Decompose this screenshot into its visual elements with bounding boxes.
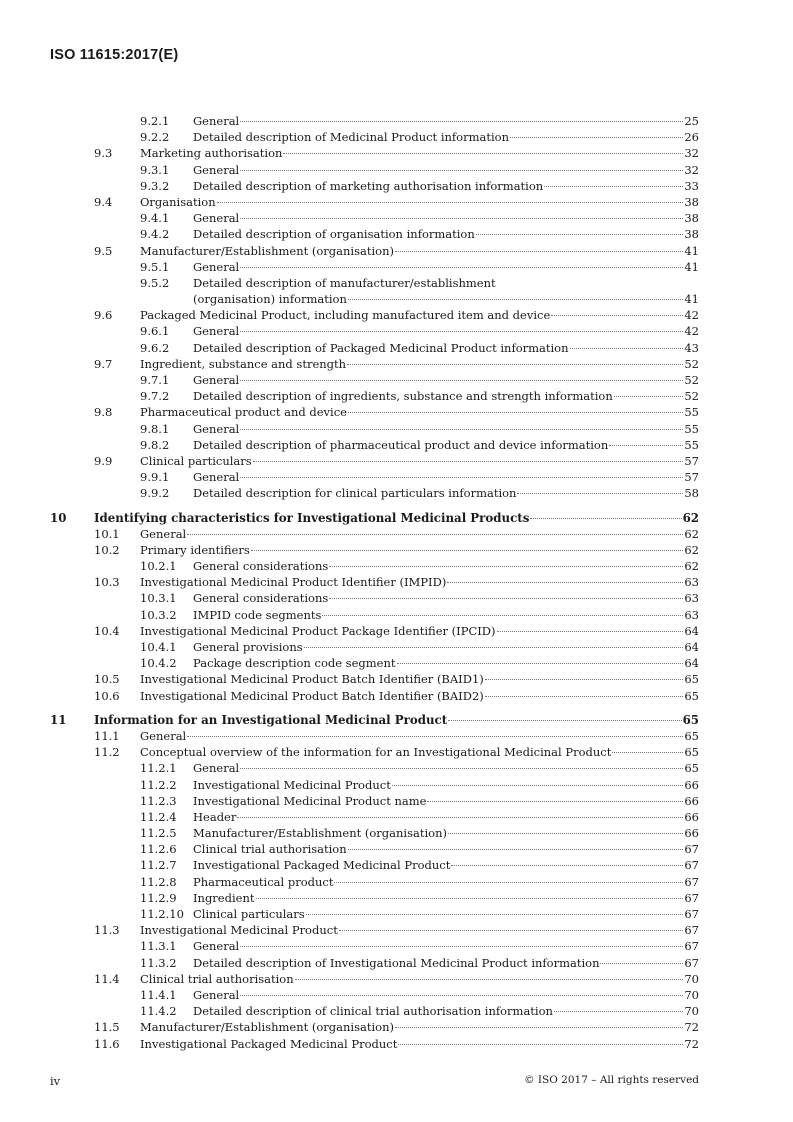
toc-entry-page: 65 [684, 761, 699, 776]
toc-entry[interactable] [50, 987, 699, 1003]
toc-entry-page: 62 [684, 559, 699, 574]
dot-leader [283, 153, 683, 154]
toc-entry-title: General [193, 761, 240, 776]
toc-entry-page: 38 [684, 194, 699, 209]
toc-entry-page: 67 [684, 939, 699, 954]
dot-leader [240, 429, 683, 430]
toc-entry-page: 64 [684, 656, 699, 671]
toc-entry-title: General considerations [193, 559, 329, 574]
toc-entry[interactable] [50, 323, 699, 339]
toc-entry-page: 72 [684, 1020, 699, 1035]
toc-entry-page: 57 [684, 453, 699, 468]
toc-entry-page: 41 [684, 243, 699, 258]
toc-entry-title: General [193, 114, 240, 128]
toc-entry-number: 11.3 [94, 923, 120, 938]
toc-entry-number: 11.2.5 [140, 826, 177, 841]
toc-entry-title: (organisation) information [193, 292, 347, 307]
toc-entry-title: Primary identifiers [140, 542, 250, 557]
toc-entry[interactable] [50, 825, 699, 841]
toc-entry[interactable] [50, 226, 699, 242]
dot-leader [240, 218, 683, 219]
toc-entry-title: General [140, 728, 187, 743]
dot-leader [476, 234, 684, 235]
toc-entry[interactable] [50, 113, 699, 129]
toc-entry-page: 62 [682, 510, 699, 525]
toc-entry-page: 63 [684, 607, 699, 622]
toc-entry-page: 41 [684, 292, 699, 307]
dot-leader [348, 299, 683, 300]
toc-entry-number: 9.3.1 [140, 162, 170, 177]
dot-leader [554, 1011, 683, 1012]
toc-entry[interactable] [50, 404, 699, 420]
toc-entry[interactable] [50, 453, 699, 469]
toc-entry-number: 11.6 [94, 1036, 120, 1051]
toc-entry-title: Ingredient, substance and strength [140, 356, 347, 371]
toc-entry[interactable] [50, 744, 699, 760]
toc-entry-number: 9.6 [94, 308, 113, 323]
toc-entry-title: Detailed description of ingredients, substance and strength information [193, 389, 613, 404]
toc-entry[interactable] [50, 938, 699, 954]
toc-entry-title: Investigational Medicinal Product Batch Identifier (BAID1) [140, 672, 484, 687]
dot-leader [612, 752, 683, 753]
toc-entry[interactable] [50, 340, 699, 356]
toc-entry-number: 11.1 [94, 728, 120, 743]
toc-entry-page: 67 [684, 907, 699, 921]
toc-entry-page: 32 [684, 146, 699, 161]
toc-entry-page: 38 [684, 211, 699, 226]
table-of-contents [50, 113, 699, 1052]
toc-entry[interactable] [50, 469, 699, 485]
dot-leader [339, 930, 684, 931]
toc-entry-page: 38 [684, 227, 699, 242]
toc-entry-title: Ingredient [193, 890, 255, 905]
toc-entry-title: Detailed description of manufacturer/establishment [193, 275, 496, 290]
dot-leader [187, 534, 683, 535]
dot-leader [530, 518, 681, 519]
toc-entry-number: 9.7.2 [140, 389, 170, 404]
toc-entry-title: IMPID code segments [193, 607, 322, 622]
toc-entry[interactable] [50, 178, 699, 194]
toc-entry-title: Detailed description of pharmaceutical product and device information [193, 437, 609, 452]
toc-entry[interactable] [50, 437, 699, 453]
toc-entry-number: 10.2.1 [140, 559, 177, 574]
toc-entry-number: 9.6.1 [140, 324, 170, 339]
toc-entry-number: 11.2.7 [140, 858, 177, 873]
toc-entry-title: Investigational Medicinal Product [140, 923, 338, 938]
toc-entry[interactable] [50, 372, 699, 388]
toc-entry-title: Detailed description of organisation information [193, 227, 475, 242]
toc-entry-title: General [193, 470, 240, 485]
toc-entry-number: 10.5 [94, 672, 120, 687]
toc-entry[interactable] [50, 809, 699, 825]
dot-leader [497, 631, 684, 632]
toc-entry-number: 10.4.2 [140, 656, 177, 671]
toc-entry-page: 66 [684, 793, 699, 808]
toc-entry[interactable] [50, 291, 699, 307]
dot-leader [240, 380, 683, 381]
dot-leader [304, 647, 684, 648]
dot-leader [348, 412, 683, 413]
toc-entry-title: Detailed description of Packaged Medicinal Product information [193, 340, 569, 355]
toc-entry-title: Organisation [140, 194, 216, 209]
toc-entry-page: 26 [684, 130, 699, 145]
toc-entry-number: 9.2.2 [140, 130, 170, 145]
toc-entry-page: 62 [684, 526, 699, 541]
toc-entry[interactable] [50, 526, 699, 542]
toc-entry[interactable] [50, 841, 699, 857]
dot-leader [398, 1044, 683, 1045]
toc-entry-page: 33 [684, 178, 699, 193]
toc-entry-title: General [193, 987, 240, 1002]
toc-entry-page: 67 [684, 874, 699, 889]
dot-leader [240, 477, 683, 478]
toc-entry[interactable] [50, 162, 699, 178]
toc-entry-page: 52 [684, 373, 699, 387]
dot-leader [485, 679, 684, 680]
toc-entry-number: 11.2.3 [140, 793, 177, 808]
dot-leader [187, 736, 683, 737]
toc-entry-number: 10.6 [94, 688, 120, 703]
dot-leader [451, 865, 683, 866]
toc-entry-page: 65 [684, 672, 699, 687]
toc-entry-number: 10.1 [94, 526, 120, 541]
toc-entry-page: 67 [684, 858, 699, 873]
toc-entry-number: 11.2 [94, 745, 120, 760]
toc-entry-page: 67 [684, 955, 699, 970]
toc-entry[interactable] [50, 1003, 699, 1019]
toc-entry-title: Investigational Packaged Medicinal Product [193, 858, 451, 873]
toc-entry-page: 43 [684, 340, 699, 355]
dot-leader [485, 696, 684, 697]
toc-entry-title: Investigational Medicinal Product Batch Identifier (BAID2) [140, 688, 484, 703]
toc-entry[interactable] [50, 1019, 699, 1035]
toc-entry-title: Information for an Investigational Medicinal Product [94, 712, 448, 727]
toc-entry[interactable] [50, 485, 699, 501]
toc-entry-number: 10.2 [94, 542, 120, 557]
toc-entry-number: 9.9.2 [140, 486, 170, 501]
toc-entry[interactable] [50, 793, 699, 809]
dot-leader [240, 121, 683, 122]
toc-entry-number: 9.5.1 [140, 259, 170, 274]
toc-entry[interactable] [50, 275, 699, 291]
toc-entry-page: 67 [684, 890, 699, 905]
toc-entry[interactable] [50, 890, 699, 906]
dot-leader [334, 882, 683, 883]
dot-leader [240, 946, 683, 947]
toc-entry[interactable] [50, 510, 699, 526]
toc-entry-page: 65 [682, 712, 699, 727]
toc-entry-number: 11.4.2 [140, 1004, 177, 1019]
toc-entry-page: 64 [684, 640, 699, 654]
toc-entry[interactable] [50, 688, 699, 704]
toc-entry[interactable] [50, 607, 699, 623]
toc-entry-number: 11.2.6 [140, 842, 177, 857]
toc-entry[interactable] [50, 259, 699, 275]
toc-entry[interactable] [50, 671, 699, 687]
toc-entry-number: 11.3.2 [140, 955, 177, 970]
toc-entry-title: General provisions [193, 640, 303, 654]
toc-entry-title: General [193, 211, 240, 226]
toc-entry-page: 65 [684, 688, 699, 703]
toc-entry-page: 66 [684, 777, 699, 792]
toc-entry-page: 70 [684, 971, 699, 986]
toc-entry-page: 63 [684, 575, 699, 590]
toc-entry-title: Conceptual overview of the information for an Investigational Medicinal Product [140, 745, 612, 760]
toc-entry-page: 70 [684, 987, 699, 1002]
toc-entry-page: 62 [684, 542, 699, 557]
dot-leader [447, 582, 683, 583]
toc-entry-title: General [193, 162, 240, 177]
document-header: ISO 11615:2017(E) [50, 47, 179, 63]
toc-entry-number: 9.9 [94, 453, 113, 468]
toc-entry-page: 65 [684, 728, 699, 743]
toc-entry[interactable] [50, 655, 699, 671]
toc-entry-title: Identifying characteristics for Investigational Medicinal Products [94, 510, 530, 525]
toc-entry-page: 72 [684, 1036, 699, 1051]
toc-entry-number: 9.8.1 [140, 421, 170, 436]
toc-entry-number: 10.4 [94, 623, 120, 638]
toc-entry-title: General [140, 526, 187, 541]
toc-entry[interactable] [50, 194, 699, 210]
toc-entry-number: 9.7 [94, 356, 113, 371]
dot-leader [570, 348, 684, 349]
dot-leader [544, 186, 683, 187]
toc-entry-number: 11.2.8 [140, 874, 177, 889]
toc-entry-number: 10.3.1 [140, 591, 177, 606]
toc-entry-title: Investigational Medicinal Product [193, 777, 391, 792]
toc-entry[interactable] [50, 857, 699, 873]
toc-entry[interactable] [50, 145, 699, 161]
toc-entry-number: 11.2.9 [140, 890, 177, 905]
toc-entry-page: 67 [684, 842, 699, 857]
dot-leader [322, 615, 683, 616]
toc-entry[interactable] [50, 388, 699, 404]
toc-entry-title: Investigational Medicinal Product Identifier (IMPID) [140, 575, 447, 590]
toc-entry[interactable] [50, 356, 699, 372]
toc-entry[interactable] [50, 243, 699, 259]
toc-entry-number: 11 [50, 712, 67, 727]
toc-entry-page: 55 [684, 421, 699, 436]
toc-entry-title: Pharmaceutical product [193, 874, 334, 889]
toc-entry-page: 41 [684, 259, 699, 274]
toc-entry-page: 55 [684, 405, 699, 420]
dot-leader [510, 137, 683, 138]
toc-entry-number: 9.4.2 [140, 227, 170, 242]
toc-entry-page: 65 [684, 745, 699, 760]
toc-entry[interactable] [50, 210, 699, 226]
toc-entry-number: 11.4.1 [140, 987, 177, 1002]
toc-entry-number: 11.5 [94, 1020, 120, 1035]
toc-entry-page: 58 [684, 486, 699, 501]
toc-entry-number: 9.8.2 [140, 437, 170, 452]
dot-leader [240, 170, 683, 171]
toc-entry-number: 9.5 [94, 243, 113, 258]
toc-entry-title: Manufacturer/Establishment (organisation) [140, 243, 394, 258]
toc-entry[interactable] [50, 307, 699, 323]
toc-entry-title: Investigational Medicinal Product Package Identifier (IPCID) [140, 623, 496, 638]
toc-entry-number: 11.3.1 [140, 939, 177, 954]
dot-leader [600, 963, 683, 964]
toc-entry-page: 67 [684, 923, 699, 938]
toc-entry-title: General [193, 421, 240, 436]
dot-leader [240, 331, 683, 332]
toc-entry[interactable] [50, 623, 699, 639]
dot-leader [395, 1027, 683, 1028]
toc-entry-page: 52 [684, 356, 699, 371]
toc-entry-number: 9.9.1 [140, 470, 170, 485]
toc-entry-title: Clinical trial authorisation [140, 971, 294, 986]
toc-entry-number: 11.2.4 [140, 809, 177, 824]
toc-entry-page: 25 [684, 114, 699, 128]
toc-entry-number: 9.3 [94, 146, 113, 161]
toc-entry-title: Detailed description of clinical trial authorisation information [193, 1004, 553, 1019]
toc-entry-title: Detailed description for clinical particulars information [193, 486, 517, 501]
toc-entry-number: 9.4.1 [140, 211, 170, 226]
toc-entry[interactable] [50, 421, 699, 437]
dot-leader [397, 663, 684, 664]
dot-leader [240, 267, 683, 268]
toc-entry-number: 10.3 [94, 575, 120, 590]
toc-entry[interactable] [50, 728, 699, 744]
dot-leader [427, 801, 683, 802]
toc-entry-title: Detailed description of Medicinal Product information [193, 130, 509, 145]
toc-entry-page: 66 [684, 809, 699, 824]
toc-entry-title: Package description code segment [193, 656, 396, 671]
toc-entry[interactable] [50, 955, 699, 971]
toc-entry-title: Manufacturer/Establishment (organisation) [140, 1020, 394, 1035]
toc-entry[interactable] [50, 777, 699, 793]
toc-entry-title: General [193, 373, 240, 387]
toc-entry-title: Packaged Medicinal Product, including manufactured item and device [140, 308, 551, 323]
toc-entry-number: 10.4.1 [140, 640, 177, 654]
dot-leader [392, 785, 684, 786]
toc-entry-number: 10.3.2 [140, 607, 177, 622]
toc-entry-title: Detailed description of Investigational Medicinal Product information [193, 955, 600, 970]
toc-entry-page: 55 [684, 437, 699, 452]
dot-leader [217, 202, 684, 203]
toc-entry-number: 9.3.2 [140, 178, 170, 193]
toc-entry-title: Detailed description of marketing authorisation information [193, 178, 544, 193]
toc-entry-number: 11.2.10 [140, 907, 184, 921]
toc-entry[interactable] [50, 1036, 699, 1052]
toc-entry[interactable] [50, 874, 699, 890]
toc-entry-page: 57 [684, 470, 699, 485]
toc-entry-title: Clinical trial authorisation [193, 842, 347, 857]
dot-leader [448, 833, 683, 834]
toc-entry-title: Investigational Packaged Medicinal Product [140, 1036, 398, 1051]
toc-entry-number: 9.6.2 [140, 340, 170, 355]
toc-entry-page: 42 [684, 324, 699, 339]
toc-entry-page: 32 [684, 162, 699, 177]
toc-entry-page: 70 [684, 1004, 699, 1019]
toc-entry-title: Clinical particulars [140, 453, 252, 468]
dot-leader [609, 445, 683, 446]
toc-entry-number: 9.2.1 [140, 114, 170, 128]
toc-entry-title: General [193, 259, 240, 274]
toc-entry-number: 9.4 [94, 194, 113, 209]
toc-entry-page: 42 [684, 308, 699, 323]
toc-entry[interactable] [50, 542, 699, 558]
toc-entry[interactable] [50, 971, 699, 987]
dot-leader [329, 566, 683, 567]
toc-entry[interactable] [50, 760, 699, 776]
dot-leader [295, 979, 684, 980]
dot-leader [237, 817, 683, 818]
toc-entry-title: Manufacturer/Establishment (organisation) [193, 826, 447, 841]
toc-entry[interactable] [50, 590, 699, 606]
page-number: iv [50, 1074, 61, 1088]
dot-leader [395, 251, 683, 252]
dot-leader [448, 720, 681, 721]
toc-entry-number: 10 [50, 510, 67, 525]
toc-entry[interactable] [50, 712, 699, 728]
dot-leader [347, 364, 683, 365]
toc-entry-title: Clinical particulars [193, 907, 305, 921]
toc-entry-title: Pharmaceutical product and device [140, 405, 347, 420]
toc-entry-title: General [193, 939, 240, 954]
toc-entry-title: Marketing authorisation [140, 146, 283, 161]
dot-leader [551, 315, 683, 316]
toc-entry[interactable] [50, 922, 699, 938]
toc-entry-page: 52 [684, 389, 699, 404]
toc-entry-title: General considerations [193, 591, 329, 606]
toc-entry-number: 11.2.1 [140, 761, 177, 776]
toc-entry-page: 64 [684, 623, 699, 638]
toc-entry[interactable] [50, 639, 699, 655]
dot-leader [329, 598, 683, 599]
toc-entry-page: 66 [684, 826, 699, 841]
dot-leader [517, 493, 683, 494]
dot-leader [256, 898, 684, 899]
toc-entry-number: 9.5.2 [140, 275, 170, 290]
dot-leader [251, 550, 684, 551]
toc-entry[interactable] [50, 906, 699, 922]
dot-leader [614, 396, 684, 397]
dot-leader [348, 849, 684, 850]
toc-entry[interactable] [50, 129, 699, 145]
dot-leader [253, 461, 684, 462]
toc-entry-page: 63 [684, 591, 699, 606]
dot-leader [240, 995, 683, 996]
toc-entry-title: Investigational Medicinal Product name [193, 793, 427, 808]
toc-entry[interactable] [50, 558, 699, 574]
toc-entry-title: General [193, 324, 240, 339]
toc-entry-number: 11.4 [94, 971, 120, 986]
toc-entry-title: Header [193, 809, 237, 824]
dot-leader [306, 914, 684, 915]
copyright-notice: © ISO 2017 – All rights reserved [524, 1074, 699, 1086]
toc-entry-number: 9.7.1 [140, 373, 170, 387]
toc-entry[interactable] [50, 574, 699, 590]
dot-leader [240, 768, 683, 769]
toc-entry-number: 11.2.2 [140, 777, 177, 792]
toc-entry-number: 9.8 [94, 405, 113, 420]
